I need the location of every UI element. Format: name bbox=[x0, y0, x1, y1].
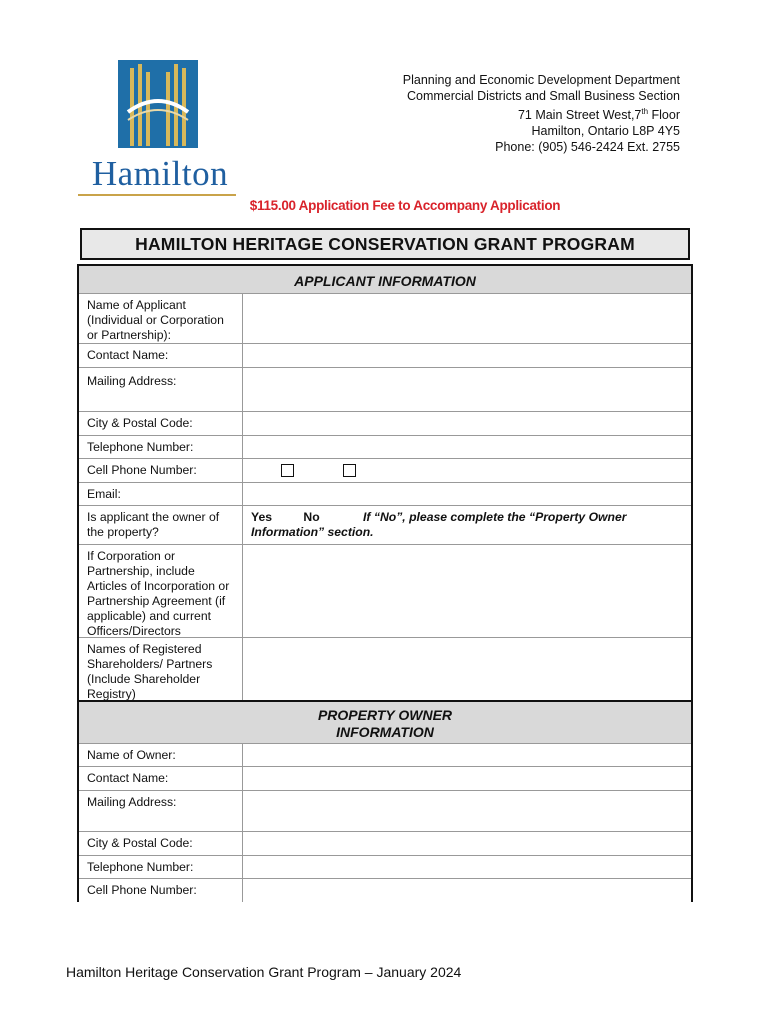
owner-mailing-field[interactable] bbox=[243, 791, 691, 831]
applicant-telephone-field[interactable] bbox=[243, 436, 691, 458]
applicant-cell-label: Cell Phone Number: bbox=[79, 459, 243, 482]
owner-city-label: City & Postal Code: bbox=[79, 832, 243, 855]
owner-cell-row bbox=[79, 879, 691, 902]
applicant-name-field[interactable] bbox=[243, 294, 691, 343]
address-line-section: Commercial Districts and Small Business Section bbox=[406, 89, 680, 103]
owner-city-row bbox=[79, 832, 691, 856]
owner-name-row bbox=[79, 744, 691, 767]
applicant-cell-field[interactable] bbox=[243, 459, 691, 482]
applicant-telephone-label: Telephone Number: bbox=[79, 436, 243, 458]
department-address bbox=[403, 72, 680, 155]
address-line-street: 71 Main Street West,7th Floor bbox=[517, 107, 680, 123]
form-title: HAMILTON HERITAGE CONSERVATION GRANT PROGRAM bbox=[80, 228, 690, 260]
owner-question-label: Is applicant the owner of the property? bbox=[79, 506, 243, 544]
shareholders-field[interactable] bbox=[243, 638, 691, 700]
owner-telephone-row bbox=[79, 856, 691, 879]
yes-checkbox[interactable] bbox=[281, 464, 294, 477]
owner-cell-field[interactable] bbox=[243, 879, 691, 902]
owner-name-label: Name of Owner: bbox=[79, 744, 243, 766]
applicant-mailing-row bbox=[79, 368, 691, 412]
applicant-telephone-row bbox=[79, 436, 691, 459]
applicant-contact-field[interactable] bbox=[243, 344, 691, 367]
shareholders-label: Names of Registered Shareholders/ Partners (Include Shareholder Registry) bbox=[79, 638, 243, 700]
owner-mailing-row bbox=[79, 791, 691, 832]
applicant-city-label: City & Postal Code: bbox=[79, 412, 243, 435]
corporation-row bbox=[79, 545, 691, 638]
grant-application-form bbox=[77, 264, 693, 902]
applicant-city-field[interactable] bbox=[243, 412, 691, 435]
address-line-city: Hamilton, Ontario L8P 4Y5 bbox=[531, 124, 680, 139]
address-line-phone: Phone: (905) 546-2424 Ext. 2755 bbox=[495, 140, 680, 155]
logo-emblem bbox=[118, 60, 198, 148]
owner-cell-label: Cell Phone Number: bbox=[79, 879, 243, 902]
applicant-contact-row bbox=[79, 344, 691, 368]
page-footer: Hamilton Heritage Conservation Grant Program – January 2024 bbox=[66, 964, 462, 980]
no-label: No bbox=[303, 510, 320, 524]
applicant-contact-label: Contact Name: bbox=[79, 344, 243, 367]
fee-notice: $115.00 Application Fee to Accompany Application bbox=[249, 198, 561, 213]
applicant-email-field[interactable] bbox=[243, 483, 691, 505]
applicant-email-label: Email: bbox=[79, 483, 243, 505]
corporation-field[interactable] bbox=[243, 545, 691, 637]
owner-telephone-label: Telephone Number: bbox=[79, 856, 243, 878]
shareholders-row bbox=[79, 638, 691, 700]
owner-contact-row bbox=[79, 767, 691, 791]
no-checkbox[interactable] bbox=[343, 464, 356, 477]
applicant-name-row bbox=[79, 294, 691, 344]
owner-contact-field[interactable] bbox=[243, 767, 691, 790]
owner-question-answer bbox=[243, 506, 691, 544]
yes-label: Yes bbox=[251, 510, 273, 524]
applicant-city-row bbox=[79, 412, 691, 436]
owner-contact-label: Contact Name: bbox=[79, 767, 243, 790]
logo-wordmark: Hamilton bbox=[91, 154, 229, 193]
applicant-cell-row bbox=[79, 459, 691, 483]
hamilton-logo bbox=[76, 58, 244, 198]
owner-city-field[interactable] bbox=[243, 832, 691, 855]
applicant-mailing-field[interactable] bbox=[243, 368, 691, 411]
corporation-label: If Corporation or Partnership, include Articles of Incorporation or Partnership Agreement (if applicable) and current Officers/Directors bbox=[79, 545, 243, 637]
applicant-mailing-label: Mailing Address: bbox=[79, 368, 243, 411]
applicant-section-heading: APPLICANT INFORMATION bbox=[79, 264, 691, 294]
owner-name-field[interactable] bbox=[243, 744, 691, 766]
address-line-department: Planning and Economic Development Department bbox=[402, 73, 680, 87]
logo-underline bbox=[78, 194, 236, 196]
owner-question-row bbox=[79, 506, 691, 545]
owner-telephone-field[interactable] bbox=[243, 856, 691, 878]
applicant-name-label: Name of Applicant (Individual or Corporation or Partnership): bbox=[79, 294, 243, 343]
applicant-email-row bbox=[79, 483, 691, 506]
owner-note: If “No”, please complete the “Property Owner Information” section. bbox=[251, 510, 627, 539]
owner-section-heading: PROPERTY OWNER INFORMATION bbox=[79, 700, 691, 744]
owner-mailing-label: Mailing Address: bbox=[79, 791, 243, 831]
